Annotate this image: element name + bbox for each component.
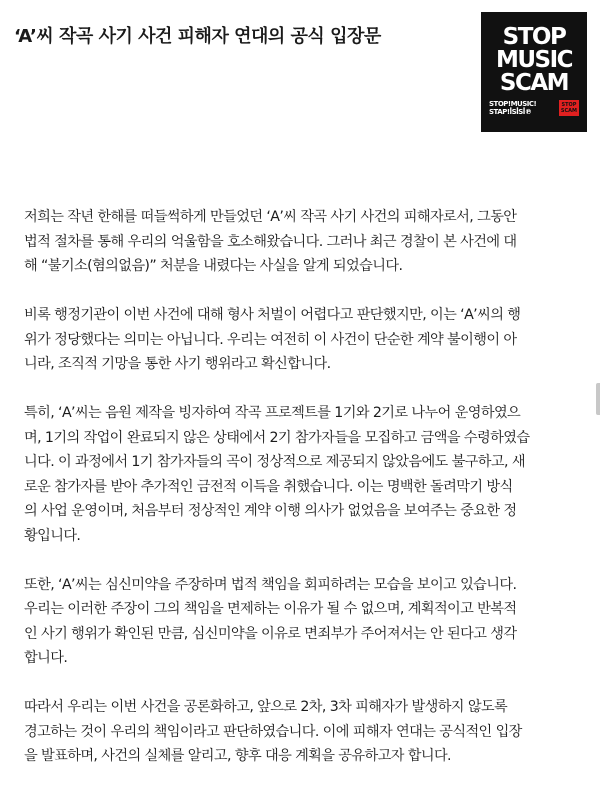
statement-paragraph (14, 573, 594, 671)
paragraph-line: 경고하는 것이 우리의 책임이라고 판단하였습니다. 이에 피해자 연대는 공식적인 입장 (24, 723, 522, 740)
logo-subline (489, 100, 579, 116)
statement-paragraph (14, 303, 594, 377)
paragraph-line: 황입니다. (24, 527, 81, 544)
logo-word-stop: STOP (502, 24, 566, 50)
statement-paragraph (14, 695, 594, 769)
paragraph-line: 위가 정당했다는 의미는 아닙니다. 우리는 여전히 이 사건이 단순한 계약 불이행이 아 (24, 331, 517, 348)
paragraph-line: 따라서 우리는 이번 사건을 공론화하고, 앞으로 2차, 3차 피해자가 발생하지 않도록 (24, 699, 508, 715)
scroll-edge-tab[interactable] (596, 383, 600, 415)
paragraph-line: 저희는 작년 한해를 떠들썩하게 만들었던 ‘A’씨 작곡 사기 사건의 피해자로서, 그동안 (24, 209, 517, 225)
paragraph-line: 해 “불기소(혐의없음)” 처분을 내렸다는 사실을 알게 되었습니다. (24, 258, 403, 274)
paragraph-line: 며, 1기의 작업이 완료되지 않은 상태에서 2기 참가자들을 모집하고 금액을 수령하였습 (24, 429, 530, 446)
paragraph-line: 비록 행정기관이 이번 사건에 대해 형사 처벌이 어렵다고 판단했지만, 이는 ‘A’씨의 행 (24, 307, 521, 323)
paragraph-line: 을 발표하며, 사건의 실체를 알리고, 향후 대응 계획을 공유하고자 합니다. (24, 748, 451, 764)
logo-sub-text: STOP!MUSIC! STAP!ꟾSꟾSꟾ℗ (489, 100, 537, 116)
statement-paragraph (14, 205, 594, 279)
paragraph-line: 특히, ‘A’씨는 음원 제작을 빙자하여 작곡 프로젝트를 1기와 2기로 나누어 운영하였으 (24, 405, 521, 421)
paragraph-line: 로운 참가자를 받아 추가적인 금전적 이득을 취했습니다. 이는 명백한 돌려막기 방식 (24, 478, 513, 495)
paragraph-line: 법적 절차를 통해 우리의 억울함을 호소해왔습니다. 그러나 최근 경찰이 본 사건에 대 (24, 233, 517, 250)
paragraph-line: 의 사업 운영이며, 처음부터 정상적인 계약 이행 의사가 없었음을 보여주는 중요한 정 (24, 503, 517, 519)
logo-word-scam: SCAM (499, 70, 569, 96)
logo-word-music: MUSIC (495, 47, 573, 73)
document-title: ‘A’씨 작곡 사기 사건 피해자 연대의 공식 입장문 (14, 26, 381, 47)
paragraph-line: 또한, ‘A’씨는 심신미약을 주장하며 법적 책임을 회피하려는 모습을 보이고 있습니다. (24, 576, 517, 593)
paragraph-line: 합니다. (24, 650, 68, 666)
paragraph-line: 니다. 이 과정에서 1기 참가자들의 곡이 정상적으로 제공되지 않았음에도 불구하고, 새 (24, 454, 525, 470)
paragraph-line: 우리는 이러한 주장이 그의 책임을 면제하는 이유가 될 수 없으며, 계획적이고 반복적 (24, 601, 517, 617)
statement-body (14, 205, 594, 793)
statement-paragraph (14, 401, 594, 548)
paragraph-line: 인 사기 행위가 확인된 만큼, 심신미약을 이유로 면죄부가 주어져서는 안 된다고 생각 (24, 625, 517, 642)
paragraph-line: 니라, 조직적 기망을 통한 사기 행위라고 확신합니다. (24, 356, 331, 372)
logo-red-badge: STOP SCAM (560, 102, 577, 114)
stop-music-scam-logo (481, 12, 587, 132)
